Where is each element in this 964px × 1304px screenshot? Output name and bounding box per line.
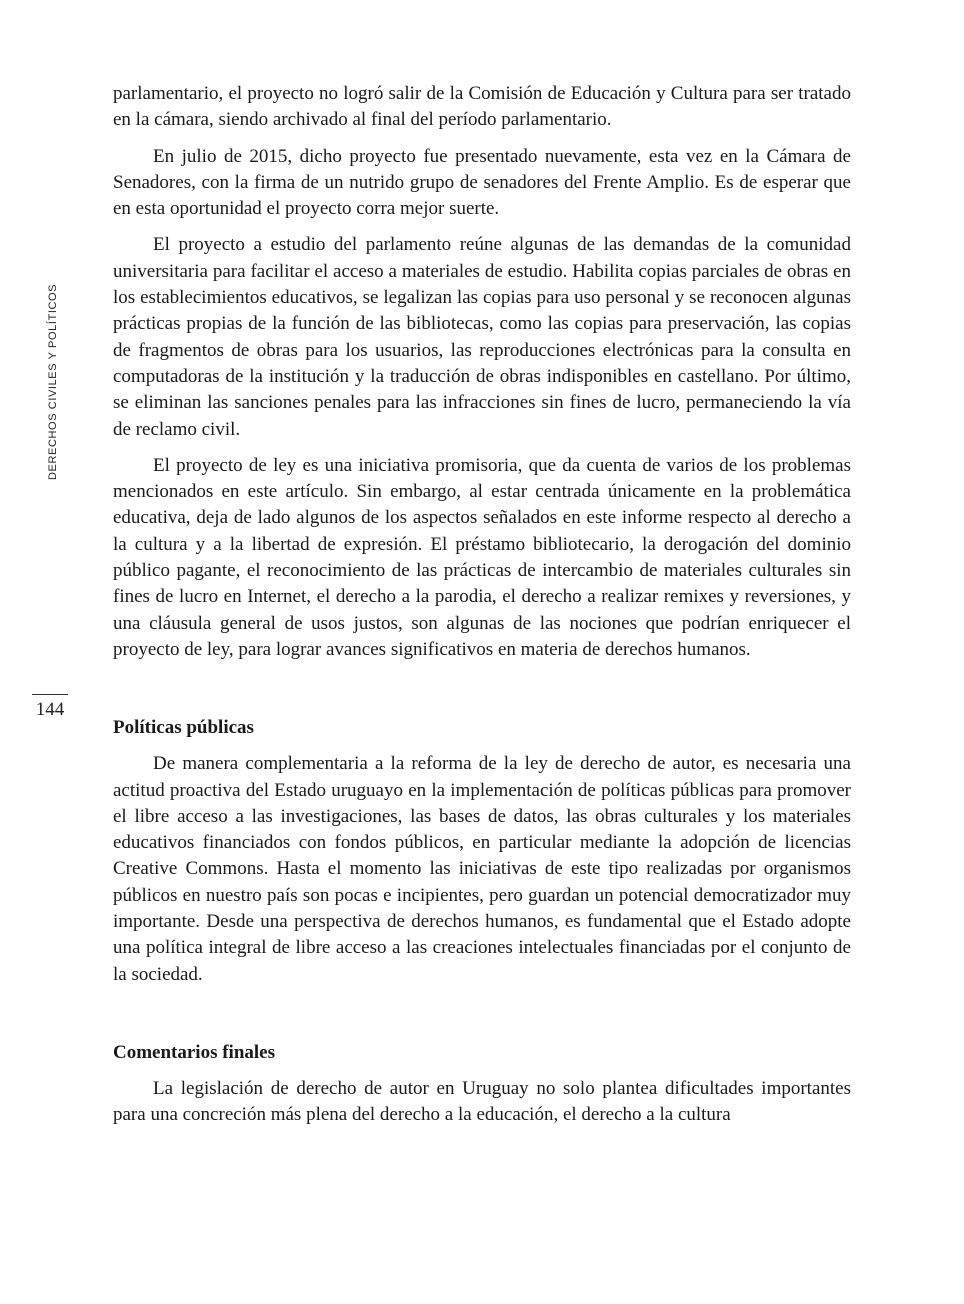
paragraph-6: La legislación de derecho de autor en Uruguay no solo plantea dificultades importantes para una concreción más plena del derecho a la educación, el derecho a la cultura: [113, 1077, 851, 1126]
running-header-vertical: DERECHOS CIVILES Y POLÍTICOS: [47, 283, 59, 480]
body-text: [113, 81, 851, 1139]
paragraph-5: De manera complementaria a la reforma de la ley de derecho de autor, es necesaria una actitud proactiva del Estado uruguayo en la implementación de políticas públicas para promover el libre acceso a las investigaciones, las bases de datos, las obras culturales y los materiales educativos financiados con fondos públicos, en particular mediante la adopción de licencias Creative Commons. Hasta el momento las iniciativas de este tipo realizadas por organismos públicos en nuestro país son pocas e incipientes, pero guardan un potencial democratizador muy importante. Desde una perspectiva de derechos humanos, es fundamental que el Estado adopte una política integral de libre acceso a las creaciones intelectuales financiadas por el conjunto de la sociedad.: [113, 753, 851, 985]
paragraph-2: En julio de 2015, dicho proyecto fue presentado nuevamente, esta vez en la Cámara de Senadores, con la firma de un nutrido grupo de senadores del Frente Amplio. Es de esperar que en esta oportunidad el proyecto corra mejor suerte.: [113, 145, 851, 220]
section-heading-politicas: Políticas públicas: [113, 717, 254, 739]
section-heading-comentarios: Comentarios finales: [113, 1041, 276, 1063]
page-number: 144: [35, 699, 65, 720]
page-number-rule: [32, 694, 68, 695]
paragraph-3: El proyecto a estudio del parlamento reúne algunas de las demandas de la comunidad universitaria para facilitar el acceso a materiales de estudio. Habilita copias parciales de obras en los establecimientos educativos, se legalizan las copias para uso personal y se reconocen algunas prácticas propias de la función de las bibliotecas, como las copias para preservación, las copias de fragmentos de obras para los usuarios, las reproducciones electrónicas para la consulta en computadoras de la institución y la traducción de obras indisponibles en castellano. Por último, se eliminan las sanciones penales para las infracciones sin fines de lucro, permaneciendo la vía de reclamo civil.: [113, 234, 851, 440]
paragraph-4: El proyecto de ley es una iniciativa promisoria, que da cuenta de varios de los problemas mencionados en este artículo. Sin embargo, al estar centrada únicamente en la problemática educativa, deja de lado algunos de los aspectos señalados en este informe respecto al derecho a la cultura y a la libertad de expresión. El préstamo bibliotecario, la derogación del dominio público pagante, el reconocimiento de las prácticas de intercambio de materiales culturales sin fines de lucro en Internet, el derecho a la parodia, el derecho a realizar remixes y reversiones, y una cláusula general de usos justos, son algunas de las nociones que podrían enriquecer el proyecto de ley, para lograr avances significativos en materia de derechos humanos.: [113, 454, 851, 660]
paragraph-1: parlamentario, el proyecto no logró salir de la Comisión de Educación y Cultura para ser tratado en la cámara, siendo archivado al final del período parlamentario.: [113, 83, 851, 131]
